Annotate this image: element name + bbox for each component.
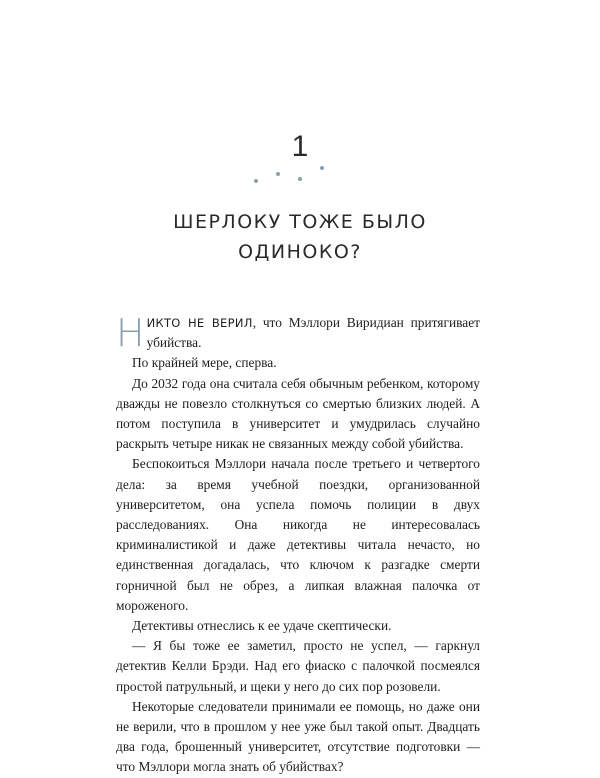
paragraph: Детективы отнеслись к ее удаче скептически.: [132, 618, 392, 634]
paragraph: — Я бы тоже ее заметил, просто не успел, — гаркнул детектив Келли Брэди. Над его фиаско с палочкой посмеялся простой патрульный, и щеки у него до сих пор розовели.: [116, 638, 480, 694]
chapter-number: 1: [291, 130, 309, 163]
dot-icon: [254, 179, 258, 183]
chapter-title: [0, 207, 600, 267]
paragraph: Беспокоиться Мэллори начала после третьего и четвертого дела: за время учебной поездки, организованной университетом, она успела помочь полиции в двух расследованиях. Она никогда не интересовалась криминалистикой и даже детективы читала нечасто, но единственная догадалась, что ключом к разгадке смерти горничной был не обрез, а липкая влажная палочка от мороженого.: [116, 456, 480, 613]
paragraph: По крайней мере, сперва.: [132, 355, 277, 371]
dot-icon: [298, 177, 302, 181]
dot-icon: [320, 166, 324, 170]
chapter-body: [116, 313, 480, 778]
dot-icon: [276, 172, 280, 176]
paragraph: Некоторые следователи принимали ее помощь, но даже они не верили, что в прошлом у нее уже был такой опыт. Двадцать два года, брошенный университет, отсутствие подготовки — что Мэллори могла знать об убийствах?: [116, 698, 480, 775]
paragraph: До 2032 года она считала себя обычным ребенком, которому дважды не повезло столкнуться со смертью близких людей. А потом поступила в университет и умудрилась случайно раскрыть четыре никак не связанных между собой убийства.: [116, 375, 480, 452]
lead-smallcaps: ИКТО НЕ ВЕРИЛ: [146, 316, 253, 330]
decorative-dots: [0, 0, 600, 200]
lead-rest: , что Мэллори Виридиан притягивает убийства.: [146, 315, 480, 351]
chapter-title-line-1: ШЕРЛОКУ ТОЖЕ БЫЛО: [173, 211, 427, 233]
paragraph: [116, 313, 480, 353]
chapter-title-line-2: ОДИНОКО?: [238, 241, 362, 263]
drop-cap: Н: [116, 311, 145, 355]
